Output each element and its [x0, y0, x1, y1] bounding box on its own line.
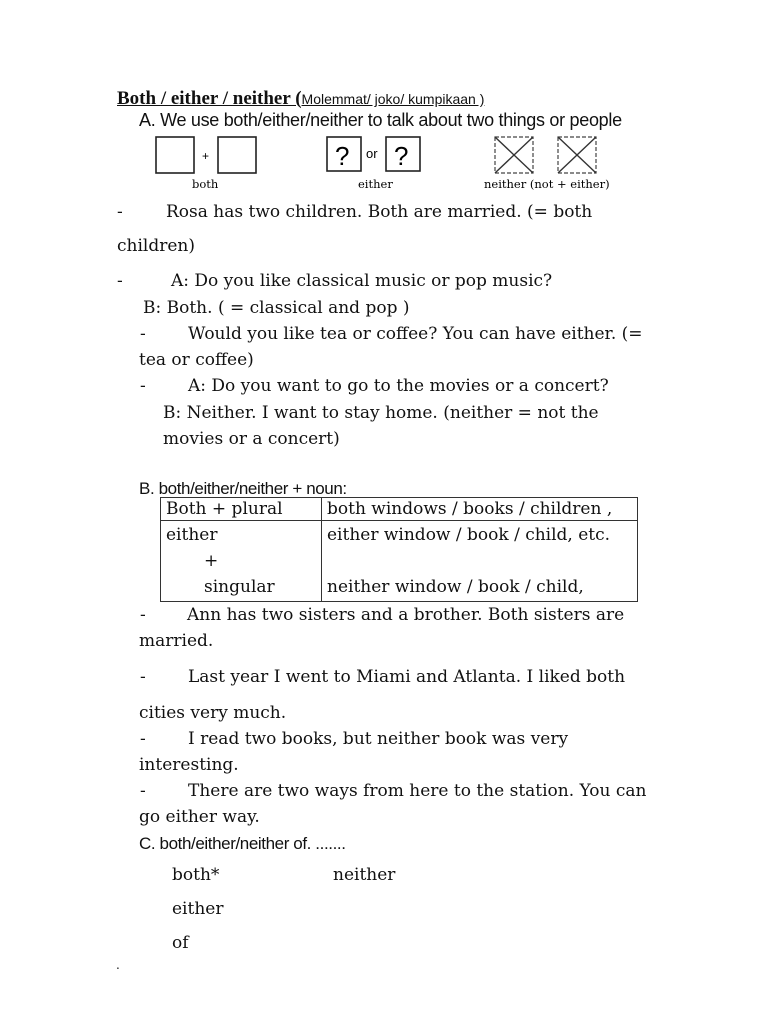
neither-examples: neither window / book / child, [327, 577, 584, 597]
example-miami-line2: cities very much. [139, 703, 287, 723]
word-of: of [172, 933, 189, 953]
or-word: or [366, 146, 378, 161]
section-b-heading: B. both/either/neither + noun: [139, 479, 347, 498]
example-tea-line1: Would you like tea or coffee? You can have either. (= [188, 324, 643, 344]
example-ann-line2: married. [139, 631, 214, 651]
word-either: either [172, 899, 224, 919]
example-books-line1: I read two books, but neither book was very [188, 729, 569, 749]
both-diagram [156, 137, 256, 191]
both-label: both [192, 177, 219, 191]
bullet-dash: - [140, 781, 146, 801]
example-ann-line1: Ann has two sisters and a brother. Both sisters are [187, 605, 625, 625]
either-diagram [327, 137, 420, 191]
bullet-dash: - [117, 271, 123, 291]
neither-label: neither (not + either) [484, 177, 610, 191]
both-box-left [156, 137, 194, 173]
bullet-dash: - [140, 667, 146, 687]
neither-diagram [484, 137, 610, 191]
question-mark-icon: ? [335, 141, 350, 171]
example-rosa-line2: children) [117, 236, 195, 256]
section-a-heading: A. We use both/either/neither to talk about two things or people [139, 110, 622, 130]
question-mark-icon: ? [394, 141, 409, 171]
example-music-b: B: Both. ( = classical and pop ) [143, 298, 410, 318]
both-either-neither-diagram [150, 134, 620, 192]
table-cell [161, 521, 322, 602]
word-neither: neither [333, 865, 396, 885]
table-cell [161, 498, 322, 521]
plus-sign: + [202, 149, 210, 163]
table-cell [322, 521, 638, 602]
noun-usage-table [160, 497, 638, 602]
both-plural-cell: Both + plural [166, 499, 283, 519]
example-ways-line1: There are two ways from here to the station. You can [188, 781, 647, 801]
both-examples-cell: both windows / books / children , [327, 499, 613, 519]
example-tea-line2: tea or coffee) [139, 350, 254, 370]
both-box-right [218, 137, 256, 173]
either-label: either [358, 177, 393, 191]
table-cell [322, 498, 638, 521]
section-c-heading: C. both/either/neither of. ....... [139, 834, 346, 853]
bullet-dash: - [117, 202, 123, 222]
example-movies-b2: movies or a concert) [163, 429, 340, 449]
bullet-dash: - [140, 729, 146, 749]
example-music-a: A: Do you like classical music or pop music? [171, 271, 553, 291]
singular-word: singular [204, 577, 275, 597]
page-title [117, 88, 484, 110]
example-miami-line1: Last year I went to Miami and Atlanta. I liked both [188, 667, 626, 687]
title-translation: Molemmat/ joko/ kumpikaan ) [301, 91, 485, 107]
title-main: Both / either / neither ( [117, 88, 302, 109]
example-movies-b1: B: Neither. I want to stay home. (neither = not the [163, 403, 599, 423]
trailing-dot: . [116, 958, 120, 972]
example-books-line2: interesting. [139, 755, 239, 775]
either-examples: either window / book / child, etc. [327, 525, 611, 545]
example-ways-line2: go either way. [139, 807, 260, 827]
bullet-dash: - [140, 324, 146, 344]
example-movies-a: A: Do you want to go to the movies or a concert? [188, 376, 609, 396]
example-rosa-line1: Rosa has two children. Both are married. (= both [166, 202, 593, 222]
table-row [161, 498, 638, 521]
table-row [161, 521, 638, 602]
bullet-dash: - [140, 376, 146, 396]
word-both: both* [172, 865, 220, 885]
plus-word: + [204, 551, 219, 571]
either-word: either [166, 525, 218, 545]
bullet-dash: - [140, 605, 146, 625]
